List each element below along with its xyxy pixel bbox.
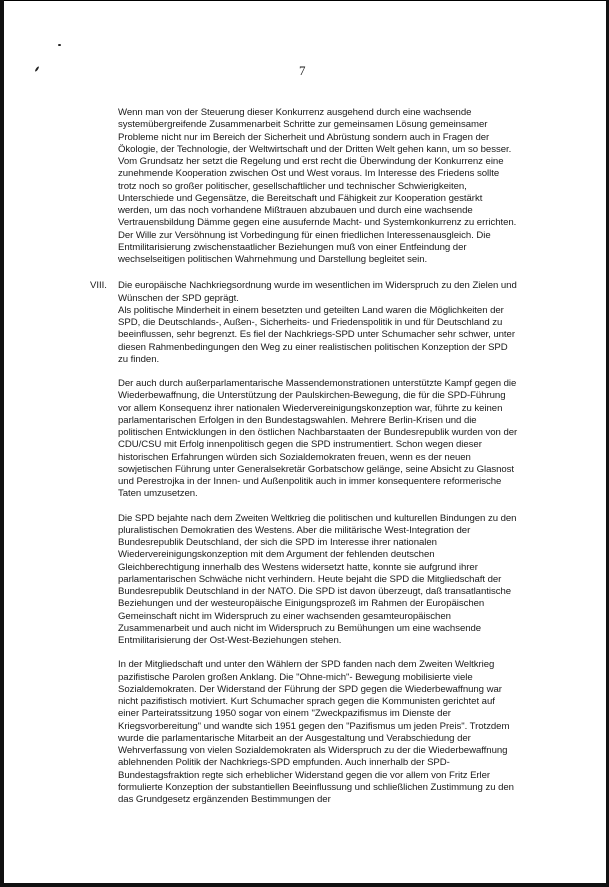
- section-number: VIII.: [90, 280, 107, 292]
- section-viii: [90, 280, 518, 806]
- page-number: 7: [299, 63, 306, 78]
- document-body: [90, 107, 518, 806]
- section-paragraph: Als politische Minderheit in einem besetzten und geteilten Land waren die Möglichkeiten der SPD, die Deutschlands-, Außen-, Sicherheits- und Friedenspolitik in und für Deutschland zu beeinflussen, sehr begrenzt. Es fiel der Nachkriegs-SPD unter Schumacher sehr schwer, unter diesen Rahmenbedingungen den Weg zu einer realistischen politischen Konzeption der SPD zu finden.: [118, 304, 515, 365]
- section-paragraph: Die europäische Nachkriegsordnung wurde im wesentlichen im Widerspruch zu den Zielen und Wünschen der SPD geprägt.: [118, 280, 517, 304]
- intro-paragraph: Wenn man von der Steuerung dieser Konkurrenz ausgehend durch eine wachsende systemübergreifende Zusammenarbeit Schritte zur gemeinsamen Lösung gemeinsamer Probleme nicht nur im Bereich der Sicherheit und Abrüstung sondern auch in Fragen der Ökologie, der Technologie, der Weltwirtschaft und der Dritten Welt gehen kann, um so besser. Vom Grundsatz her setzt die Regelung und erst recht die Überwindung der Konkurrenz eine zunehmende Kooperation zwischen Ost und West voraus. Im Interesse des Friedens sollte trotz noch so großer politischer, gesellschaftlicher und technischer Schwierigkeiten, Unterschiede und Gegensätze, die Bereitschaft und Fähigkeit zur Kooperation gestärkt werden, um das noch vorhandene Mißtrauen abzubauen und durch eine wachsende Vertrauensbildung Dämme gegen eine ausufernde Macht- und Systemkonkurrenz zu errichten. Der Wille zur Versöhnung ist Vorbedingung für einen friedlichen Interessenausgleich. Die Entmilitarisierung zwischenstaatlicher Beziehungen muß von einer Entfeindung der wechselseitigen politischen Wahrnehmung und Darstellung begleitet sein.: [118, 107, 517, 265]
- scan-edge-left: [0, 0, 4, 887]
- section-paragraph: Die SPD bejahte nach dem Zweiten Weltkrieg die politischen und kulturellen Bindungen zu den pluralistischen Demokratien des Westens. Aber die militärische West-Integration der Bundesrepublik Deutschland, der sich die SPD im Interesse ihrer nationalen Wiedervereinigungskonzeption mit dem Argument der fehlenden deutschen Gleichberechtigung innerhalb des Westens widersetzt hatte, konnte sie aufgrund ihrer parlamentarischen Schwäche nicht verhindern. Heute bejaht die SPD die Mitgliedschaft der Bundesrepublik Deutschland in der NATO. Die SPD ist davon überzeugt, daß transatlantische Beziehungen und der westeuropäische Einigungsprozeß im Rahmen der Europäischen Gemeinschaft nicht im Widerspruch zu einer wachsenden gesamteuropäischen Zusammenarbeit und auch nicht im Widerspruch zu Bemühungen um eine wachsende Entmilitarisierung der Ost-West-Beziehungen stehen.: [118, 512, 517, 646]
- section-paragraph: In der Mitgliedschaft und unter den Wählern der SPD fanden nach dem Zweiten Weltkrieg pazifistische Parolen großen Anklang. Die "Ohne-mich"- Bewegung mobilisierte viele Sozialdemokraten. Der Widerstand der Führung der SPD gegen die Wiederbewaffnung war nicht pazifistisch motiviert. Kurt Schumacher sprach gegen die Kommunisten gerichtet auf einer Parteiratssitzung 1950 sogar von einem "Zweckpazifismus im Dienste der Kriegsvorbereitung" und wandte sich 1951 gegen den "Pazifismus um jeden Preis". Trotzdem wurde die parlamentarische Mitarbeit an der Ausgestaltung und Verabschiedung der Wehrverfassung von vielen Sozialdemokraten als Widerspruch zu der die Wiederbewaffnung ablehnenden Politik der Nachkriegs-SPD empfunden. Auch innerhalb der SPD-Bundestagsfraktion regte sich erheblicher Widerstand gegen die vor allem von Fritz Erler formulierte Konzeption der substantiellen Beeinflussung und schließlichen Zustimmung zu den das Grundgesetz ergänzenden Bestimmungen der: [118, 659, 514, 805]
- scan-edge-bottom: [0, 883, 609, 887]
- section-paragraph: Der auch durch außerparlamentarische Massendemonstrationen unterstützte Kampf gegen die Wiederbewaffnung, die Unterstützung der Paulskirchen-Bewegung, die für die SPD-Führung vor allem Konsequenz ihrer nationalen Wiedervereinigungskonzeption war, führte zu keinen parlamentarischen Erfolgen in den Bundestagswahlen. Mehrere Berlin-Krisen und die politischen Entwicklungen in den östlichen Nachbarstaaten der Bundesrepublik wurden von der CDU/CSU mit Erfolg innenpolitisch gegen die SPD instrumentiert. Schon wegen dieser historischen Erfahrungen würden sich Sozialdemokraten freuen, wenn es der neuen sowjetischen Führung unter Generalsekretär Gorbatschow gelänge, seine Absicht zu Glasnost und Perestrojka in der Innen- und Außenpolitik auch in immer konsequentere reformerische Taten umzusetzen.: [118, 378, 518, 500]
- scan-speck: [58, 44, 61, 46]
